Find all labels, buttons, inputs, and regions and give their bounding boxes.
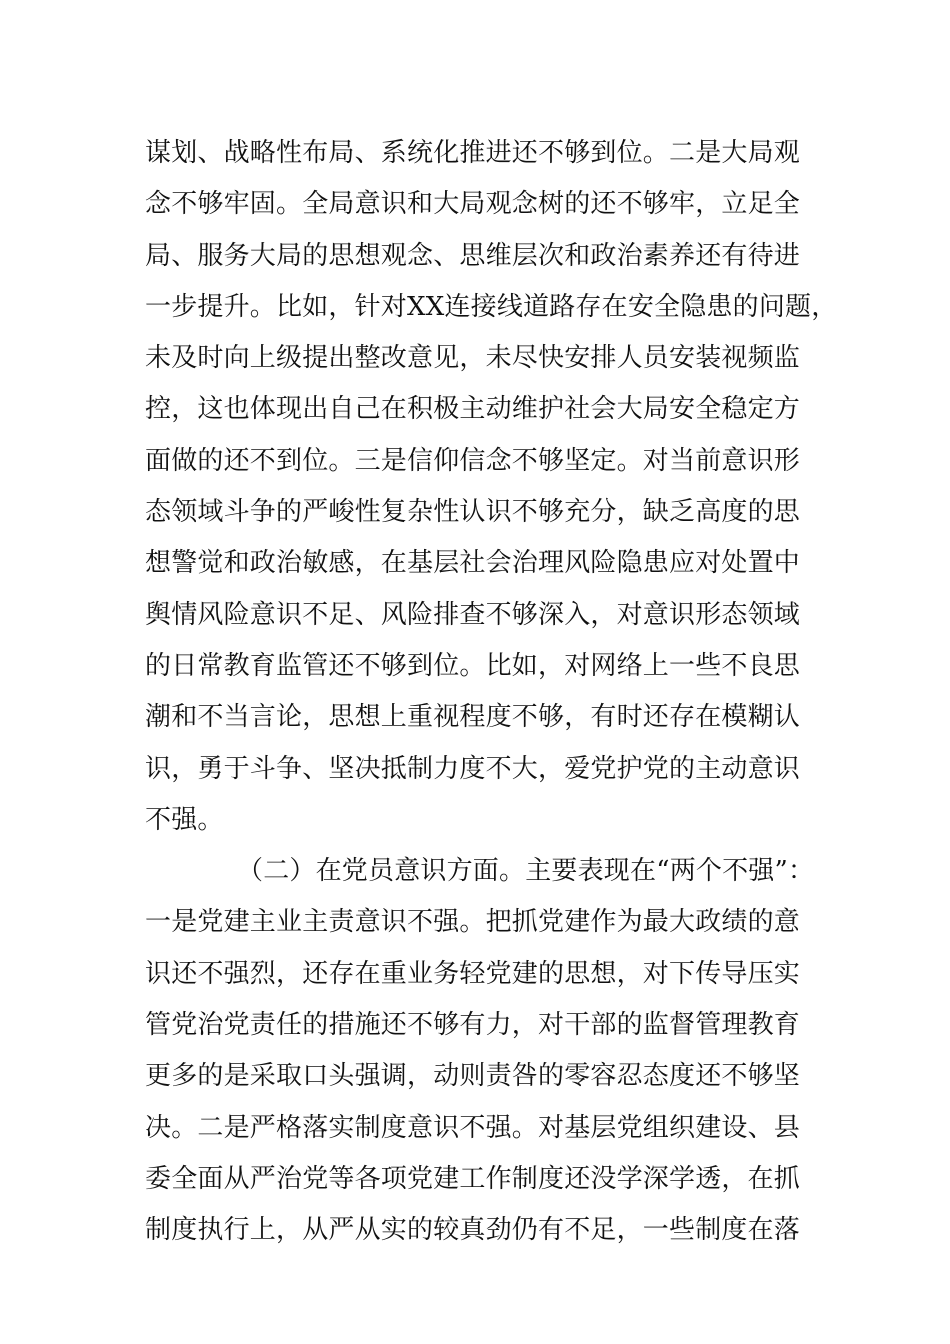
- text-line: 念不够牢固。全局意识和大局观念树的还不够牢，立足全: [145, 189, 801, 220]
- text-line: 潮和不当言论，思想上重视程度不够，有时还存在模糊认: [145, 702, 801, 733]
- section-heading-line: （二）在党员意识方面。主要表现在“两个不强”：: [237, 856, 815, 887]
- text-line: 态领域斗争的严峻性复杂性认识不够充分，缺乏高度的思: [145, 497, 801, 528]
- text-line: 一步提升。比如，针对XX连接线道路存在安全隐患的问题，: [145, 291, 838, 322]
- text-line: 局、服务大局的思想观念、思维层次和政治素养还有待进: [145, 240, 801, 271]
- text-line: 的日常教育监管还不够到位。比如，对网络上一些不良思: [145, 650, 801, 681]
- text-line: 委全面从严治党等各项党建工作制度还没学深学透，在抓: [145, 1163, 801, 1194]
- text-line: 控，这也体现出自己在积极主动维护社会大局安全稳定方: [145, 394, 801, 425]
- text-line: 更多的是采取口头强调，动则责咎的零容忍态度还不够坚: [145, 1061, 801, 1092]
- text-line: 想警觉和政治敏感，在基层社会治理风险隐患应对处置中: [145, 548, 801, 579]
- text-line: 面做的还不到位。三是信仰信念不够坚定。对当前意识形: [145, 445, 801, 476]
- text-line: 识，勇于斗争、坚决抵制力度不大，爱党护党的主动意识: [145, 753, 801, 784]
- text-line: 谋划、战略性布局、系统化推进还不够到位。二是大局观: [145, 138, 801, 168]
- text-line: 识还不强烈，还存在重业务轻党建的思想，对下传导压实: [145, 958, 801, 989]
- text-line: 不强。: [145, 804, 224, 835]
- text-line: 制度执行上，从严从实的较真劲仍有不足，一些制度在落: [145, 1215, 801, 1246]
- body-text: [145, 128, 838, 1257]
- text-line: 决。二是严格落实制度意识不强。对基层党组织建设、县: [145, 1112, 801, 1143]
- text-line: 舆情风险意识不足、风险排查不够深入，对意识形态领域: [145, 599, 801, 630]
- text-line: 一是党建主业主责意识不强。把抓党建作为最大政绩的意: [145, 907, 801, 938]
- text-line: 管党治党责任的措施还不够有力，对干部的监督管理教育: [145, 1010, 801, 1041]
- text-line: 未及时向上级提出整改意见，未尽快安排人员安装视频监: [145, 343, 801, 374]
